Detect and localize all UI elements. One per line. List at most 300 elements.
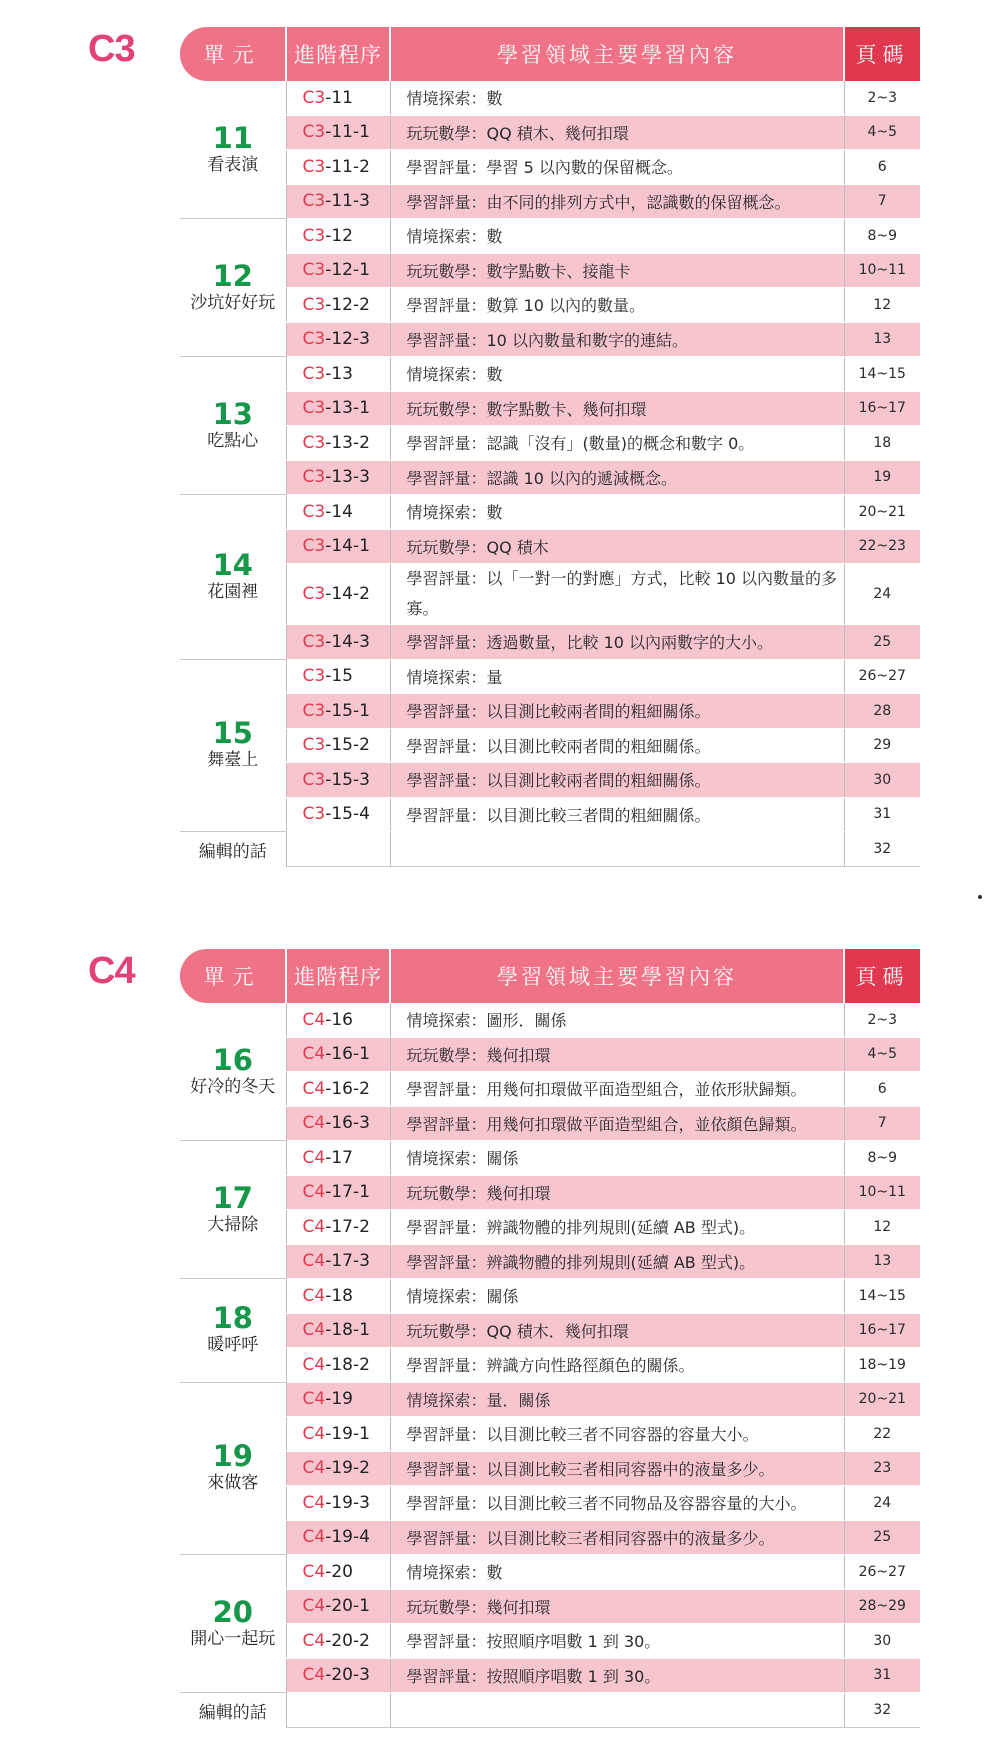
editor-label: 編輯的話 bbox=[180, 1693, 286, 1728]
program-code bbox=[286, 625, 390, 660]
program-code-prefix: C3 bbox=[302, 432, 326, 453]
program-code-suffix: -17-1 bbox=[325, 1182, 370, 1203]
program-code bbox=[286, 288, 390, 323]
page-number: 20~21 bbox=[844, 495, 920, 530]
program-code bbox=[286, 763, 390, 798]
program-code-suffix: -11-3 bbox=[325, 191, 370, 212]
page-number: 2~3 bbox=[844, 81, 920, 115]
page-number: 10~11 bbox=[844, 253, 920, 288]
program-code-suffix: -17-2 bbox=[325, 1216, 370, 1237]
program-code-prefix: C4 bbox=[302, 1561, 326, 1582]
program-code-suffix: -16-1 bbox=[325, 1044, 370, 1065]
program-code bbox=[286, 322, 390, 357]
program-code bbox=[286, 495, 390, 530]
unit-number: 20 bbox=[212, 1594, 253, 1629]
program-code-suffix: -15 bbox=[325, 666, 353, 687]
program-code bbox=[286, 1417, 390, 1452]
table-row bbox=[180, 1072, 920, 1107]
unit-cell bbox=[180, 1555, 286, 1693]
content-cell: 情境探索：量．關係 bbox=[390, 1382, 844, 1417]
unit-cell bbox=[180, 1003, 286, 1141]
program-code bbox=[286, 1141, 390, 1176]
program-code-suffix: -20-2 bbox=[325, 1630, 370, 1651]
program-code-prefix: C3 bbox=[302, 363, 326, 384]
page-number: 24 bbox=[844, 564, 920, 625]
table-row bbox=[180, 1141, 920, 1176]
unit-number: 12 bbox=[212, 258, 253, 293]
unit-cell bbox=[180, 659, 286, 832]
program-code bbox=[286, 219, 390, 254]
program-code-prefix: C4 bbox=[302, 1527, 326, 1548]
content-cell: 學習評量：以目測比較三者不同物品及容器容量的大小。 bbox=[390, 1486, 844, 1521]
page-number: 31 bbox=[844, 1658, 920, 1693]
page-number: 28~29 bbox=[844, 1589, 920, 1624]
table-row bbox=[180, 1348, 920, 1383]
program-code bbox=[286, 391, 390, 426]
table-row bbox=[180, 1417, 920, 1452]
program-code-suffix: -18-2 bbox=[325, 1354, 370, 1375]
program-code-prefix: C3 bbox=[302, 398, 326, 419]
content-cell: 學習評量：以目測比較三者相同容器中的液量多少。 bbox=[390, 1451, 844, 1486]
table-row bbox=[180, 184, 920, 219]
table-row bbox=[180, 659, 920, 694]
page-number: 8~9 bbox=[844, 219, 920, 254]
program-code-prefix: C3 bbox=[302, 735, 326, 756]
page-number: 7 bbox=[844, 1106, 920, 1141]
program-code bbox=[286, 1244, 390, 1279]
content-cell: 玩玩數學：數字點數卡、幾何扣環 bbox=[390, 391, 844, 426]
program-code bbox=[286, 1589, 390, 1624]
editor-row bbox=[180, 832, 920, 867]
content-cell: 學習評量：以目測比較兩者間的粗細關係。 bbox=[390, 763, 844, 798]
program-code bbox=[286, 253, 390, 288]
page-number: 32 bbox=[844, 1693, 920, 1728]
table-row bbox=[180, 1175, 920, 1210]
content-cell: 情境探索：數 bbox=[390, 81, 844, 115]
page-number: 6 bbox=[844, 1072, 920, 1107]
unit-cell bbox=[180, 219, 286, 357]
program-code bbox=[286, 426, 390, 461]
program-code-suffix: -14-2 bbox=[325, 584, 370, 604]
content-cell: 情境探索：數 bbox=[390, 1555, 844, 1590]
program-code-prefix: C4 bbox=[302, 1182, 326, 1203]
program-code-suffix: -19-2 bbox=[325, 1458, 370, 1479]
header-content: 學習領域主要學習內容 bbox=[390, 949, 844, 1003]
program-code-prefix: C4 bbox=[302, 1320, 326, 1341]
program-code-prefix: C3 bbox=[302, 584, 326, 604]
unit-number: 14 bbox=[212, 547, 253, 582]
content-cell: 學習評量：按照順序唱數 1 到 30。 bbox=[390, 1658, 844, 1693]
unit-cell bbox=[180, 495, 286, 660]
program-code-prefix: C4 bbox=[302, 1285, 326, 1306]
program-code-prefix: C3 bbox=[302, 467, 326, 488]
program-code bbox=[286, 694, 390, 729]
program-code-prefix: C4 bbox=[302, 1665, 326, 1686]
program-code bbox=[286, 1382, 390, 1417]
program-code-prefix: C3 bbox=[302, 225, 326, 246]
unit-name: 吃點心 bbox=[207, 430, 259, 451]
table-row bbox=[180, 288, 920, 323]
program-code-prefix: C4 bbox=[302, 1492, 326, 1513]
unit-name: 開心一起玩 bbox=[190, 1628, 276, 1649]
program-code-suffix: -15-4 bbox=[325, 804, 370, 825]
program-code-suffix: -19 bbox=[325, 1389, 353, 1410]
program-code-prefix: C3 bbox=[302, 156, 326, 177]
program-code bbox=[286, 1451, 390, 1486]
table-row bbox=[180, 253, 920, 288]
header-unit: 單元 bbox=[180, 949, 286, 1003]
content-cell: 學習評量：由不同的排列方式中，認識數的保留概念。 bbox=[390, 184, 844, 219]
content-cell: 學習評量：學習 5 以內數的保留概念。 bbox=[390, 150, 844, 185]
table-row bbox=[180, 1210, 920, 1245]
content-cell: 學習評量：辨識物體的排列規則(延續 AB 型式)。 bbox=[390, 1244, 844, 1279]
editor-content-empty bbox=[390, 832, 844, 867]
program-code bbox=[286, 81, 390, 115]
table-row bbox=[180, 797, 920, 832]
page-number: 18~19 bbox=[844, 1348, 920, 1383]
content-cell: 玩玩數學：QQ 積木．幾何扣環 bbox=[390, 1313, 844, 1348]
table-row bbox=[180, 150, 920, 185]
program-code-suffix: -12 bbox=[325, 225, 353, 246]
content-cell: 情境探索：圖形．關係 bbox=[390, 1003, 844, 1037]
table-row bbox=[180, 1382, 920, 1417]
program-code-suffix: -18 bbox=[325, 1285, 353, 1306]
content-cell: 學習評量：以「一對一的對應」方式，比較 10 以內數量的多寡。 bbox=[390, 564, 844, 625]
page-number: 13 bbox=[844, 322, 920, 357]
program-code-prefix: C4 bbox=[302, 1458, 326, 1479]
page-number: 20~21 bbox=[844, 1382, 920, 1417]
program-code bbox=[286, 1348, 390, 1383]
table-row bbox=[180, 1451, 920, 1486]
content-cell: 學習評量：用幾何扣環做平面造型組合，並依形狀歸類。 bbox=[390, 1072, 844, 1107]
content-cell: 學習評量：以目測比較兩者間的粗細關係。 bbox=[390, 728, 844, 763]
program-code bbox=[286, 1555, 390, 1590]
page-number: 12 bbox=[844, 1210, 920, 1245]
unit-name: 好冷的冬天 bbox=[190, 1076, 276, 1097]
toc-table bbox=[180, 27, 920, 867]
program-code-suffix: -15-3 bbox=[325, 769, 370, 790]
table-row bbox=[180, 1279, 920, 1314]
unit-number: 16 bbox=[212, 1042, 253, 1077]
unit-cell bbox=[180, 1382, 286, 1555]
header-page: 頁碼 bbox=[844, 949, 920, 1003]
program-code-suffix: -12-1 bbox=[325, 260, 370, 281]
program-code-prefix: C4 bbox=[302, 1078, 326, 1099]
page-number: 10~11 bbox=[844, 1175, 920, 1210]
program-code-suffix: -20-3 bbox=[325, 1665, 370, 1686]
program-code-prefix: C3 bbox=[302, 631, 326, 652]
program-code-prefix: C3 bbox=[302, 804, 326, 825]
page-number: 24 bbox=[844, 1486, 920, 1521]
program-code-prefix: C4 bbox=[302, 1216, 326, 1237]
page-number: 4~5 bbox=[844, 1037, 920, 1072]
program-code-prefix: C3 bbox=[302, 700, 326, 721]
page-number: 8~9 bbox=[844, 1141, 920, 1176]
section-label: C3 bbox=[88, 28, 135, 70]
page-number: 25 bbox=[844, 625, 920, 660]
table-row bbox=[180, 391, 920, 426]
header-page: 頁碼 bbox=[844, 27, 920, 81]
content-cell: 玩玩數學：幾何扣環 bbox=[390, 1175, 844, 1210]
program-code-suffix: -13-3 bbox=[325, 467, 370, 488]
program-code bbox=[286, 1279, 390, 1314]
program-code-suffix: -13-2 bbox=[325, 432, 370, 453]
program-code-suffix: -14-1 bbox=[325, 536, 370, 557]
program-code bbox=[286, 1520, 390, 1555]
program-code bbox=[286, 184, 390, 219]
program-code bbox=[286, 529, 390, 564]
page-number: 22 bbox=[844, 1417, 920, 1452]
unit-number: 13 bbox=[212, 396, 253, 431]
unit-name: 大掃除 bbox=[207, 1214, 259, 1235]
page-number: 2~3 bbox=[844, 1003, 920, 1037]
program-code-suffix: -11-1 bbox=[325, 122, 370, 143]
program-code bbox=[286, 1313, 390, 1348]
program-code bbox=[286, 659, 390, 694]
program-code-prefix: C4 bbox=[302, 1044, 326, 1065]
content-cell: 玩玩數學：QQ 積木、幾何扣環 bbox=[390, 115, 844, 150]
table-row bbox=[180, 219, 920, 254]
program-code-suffix: -15-2 bbox=[325, 735, 370, 756]
unit-cell bbox=[180, 81, 286, 219]
page-number: 22~23 bbox=[844, 529, 920, 564]
content-cell: 情境探索：量 bbox=[390, 659, 844, 694]
page-number: 18 bbox=[844, 426, 920, 461]
program-code-suffix: -14-3 bbox=[325, 631, 370, 652]
page-number: 19 bbox=[844, 460, 920, 495]
program-code-prefix: C3 bbox=[302, 87, 326, 108]
table-row bbox=[180, 1555, 920, 1590]
program-code-prefix: C4 bbox=[302, 1251, 326, 1272]
table-row bbox=[180, 529, 920, 564]
program-code-suffix: -16-3 bbox=[325, 1113, 370, 1134]
editor-code-empty bbox=[286, 1693, 390, 1728]
program-code-suffix: -20 bbox=[325, 1561, 353, 1582]
table-row bbox=[180, 564, 920, 625]
program-code bbox=[286, 1210, 390, 1245]
content-cell: 情境探索：數 bbox=[390, 495, 844, 530]
program-code-suffix: -15-1 bbox=[325, 700, 370, 721]
page-number: 26~27 bbox=[844, 659, 920, 694]
table-row bbox=[180, 460, 920, 495]
page-number: 12 bbox=[844, 288, 920, 323]
unit-name: 舞臺上 bbox=[207, 750, 259, 771]
program-code-prefix: C3 bbox=[302, 769, 326, 790]
content-cell: 學習評量：以目測比較三者間的粗細關係。 bbox=[390, 797, 844, 832]
program-code-suffix: -13-1 bbox=[325, 398, 370, 419]
program-code-suffix: -17-3 bbox=[325, 1251, 370, 1272]
content-cell: 學習評量：認識「沒有」(數量)的概念和數字 0。 bbox=[390, 426, 844, 461]
program-code bbox=[286, 150, 390, 185]
content-cell: 情境探索：數 bbox=[390, 357, 844, 392]
unit-cell bbox=[180, 1141, 286, 1279]
unit-number: 15 bbox=[212, 716, 253, 751]
program-code-suffix: -19-1 bbox=[325, 1423, 370, 1444]
table-row bbox=[180, 81, 920, 115]
program-code-suffix: -13 bbox=[325, 363, 353, 384]
page-number: 13 bbox=[844, 1244, 920, 1279]
program-code-suffix: -11-2 bbox=[325, 156, 370, 177]
table-row bbox=[180, 1244, 920, 1279]
program-code-suffix: -16-2 bbox=[325, 1078, 370, 1099]
table-row bbox=[180, 728, 920, 763]
program-code-prefix: C3 bbox=[302, 329, 326, 350]
table-row bbox=[180, 357, 920, 392]
toc-table bbox=[180, 949, 920, 1728]
program-code bbox=[286, 728, 390, 763]
program-code-suffix: -19-4 bbox=[325, 1527, 370, 1548]
program-code-suffix: -17 bbox=[325, 1147, 353, 1168]
program-code-prefix: C3 bbox=[302, 501, 326, 522]
program-code-suffix: -18-1 bbox=[325, 1320, 370, 1341]
content-cell: 學習評量：以目測比較三者不同容器的容量大小。 bbox=[390, 1417, 844, 1452]
table-row bbox=[180, 1589, 920, 1624]
content-cell: 玩玩數學：數字點數卡、接龍卡 bbox=[390, 253, 844, 288]
program-code bbox=[286, 797, 390, 832]
program-code-suffix: -12-2 bbox=[325, 294, 370, 315]
header-program: 進階程序 bbox=[286, 27, 390, 81]
table-row bbox=[180, 763, 920, 798]
unit-number: 17 bbox=[212, 1180, 253, 1215]
program-code-prefix: C3 bbox=[302, 536, 326, 557]
program-code-prefix: C3 bbox=[302, 191, 326, 212]
program-code-prefix: C4 bbox=[302, 1630, 326, 1651]
content-cell: 學習評量：用幾何扣環做平面造型組合，並依顏色歸類。 bbox=[390, 1106, 844, 1141]
unit-name: 暖呼呼 bbox=[207, 1335, 259, 1356]
content-cell: 學習評量：辨識物體的排列規則(延續 AB 型式)。 bbox=[390, 1210, 844, 1245]
table-row bbox=[180, 1037, 920, 1072]
program-code bbox=[286, 357, 390, 392]
program-code-prefix: C4 bbox=[302, 1113, 326, 1134]
unit-cell bbox=[180, 357, 286, 495]
program-code bbox=[286, 1037, 390, 1072]
program-code bbox=[286, 1624, 390, 1659]
content-cell: 情境探索：關係 bbox=[390, 1279, 844, 1314]
page-number: 29 bbox=[844, 728, 920, 763]
editor-row bbox=[180, 1693, 920, 1728]
table-row bbox=[180, 1658, 920, 1693]
page-number: 32 bbox=[844, 832, 920, 867]
unit-name: 來做客 bbox=[207, 1473, 259, 1494]
table-row bbox=[180, 1106, 920, 1141]
table-row bbox=[180, 1520, 920, 1555]
content-cell: 玩玩數學：QQ 積木 bbox=[390, 529, 844, 564]
table-row bbox=[180, 426, 920, 461]
editor-content-empty bbox=[390, 1693, 844, 1728]
page-number: 7 bbox=[844, 184, 920, 219]
content-cell: 玩玩數學：幾何扣環 bbox=[390, 1037, 844, 1072]
table-row bbox=[180, 1313, 920, 1348]
unit-number: 11 bbox=[212, 120, 253, 155]
program-code-prefix: C4 bbox=[302, 1354, 326, 1375]
page-number: 25 bbox=[844, 1520, 920, 1555]
stray-mark bbox=[978, 895, 982, 899]
page-number: 23 bbox=[844, 1451, 920, 1486]
content-cell: 學習評量：10 以內數量和數字的連結。 bbox=[390, 322, 844, 357]
table-row bbox=[180, 1624, 920, 1659]
program-code-prefix: C4 bbox=[302, 1147, 326, 1168]
program-code bbox=[286, 1106, 390, 1141]
table-row bbox=[180, 694, 920, 729]
program-code-suffix: -12-3 bbox=[325, 329, 370, 350]
content-cell: 學習評量：以目測比較兩者間的粗細關係。 bbox=[390, 694, 844, 729]
program-code bbox=[286, 1486, 390, 1521]
program-code-suffix: -16 bbox=[325, 1009, 353, 1030]
table-row bbox=[180, 1003, 920, 1037]
content-cell: 學習評量：透過數量，比較 10 以內兩數字的大小。 bbox=[390, 625, 844, 660]
page-number: 14~15 bbox=[844, 357, 920, 392]
section-label: C4 bbox=[88, 950, 135, 992]
header-unit: 單元 bbox=[180, 27, 286, 81]
content-cell: 情境探索：數 bbox=[390, 219, 844, 254]
program-code-prefix: C3 bbox=[302, 122, 326, 143]
unit-number: 19 bbox=[212, 1439, 253, 1474]
unit-name: 花園裡 bbox=[207, 581, 259, 602]
program-code bbox=[286, 460, 390, 495]
unit-name: 看表演 bbox=[207, 154, 259, 175]
program-code bbox=[286, 1175, 390, 1210]
content-cell: 學習評量：按照順序唱數 1 到 30。 bbox=[390, 1624, 844, 1659]
content-cell: 學習評量：數算 10 以內的數量。 bbox=[390, 288, 844, 323]
page-number: 30 bbox=[844, 1624, 920, 1659]
page-number: 4~5 bbox=[844, 115, 920, 150]
page-number: 30 bbox=[844, 763, 920, 798]
page-number: 26~27 bbox=[844, 1555, 920, 1590]
program-code-suffix: -11 bbox=[325, 87, 353, 108]
header-content: 學習領域主要學習內容 bbox=[390, 27, 844, 81]
program-code bbox=[286, 115, 390, 150]
table-row bbox=[180, 495, 920, 530]
program-code bbox=[286, 1658, 390, 1693]
header-program: 進階程序 bbox=[286, 949, 390, 1003]
program-code-suffix: -20-1 bbox=[325, 1596, 370, 1617]
program-code bbox=[286, 1072, 390, 1107]
unit-cell bbox=[180, 1279, 286, 1383]
content-cell: 玩玩數學：幾何扣環 bbox=[390, 1589, 844, 1624]
table-row bbox=[180, 1486, 920, 1521]
program-code-prefix: C4 bbox=[302, 1596, 326, 1617]
page-number: 14~15 bbox=[844, 1279, 920, 1314]
program-code-suffix: -14 bbox=[325, 501, 353, 522]
unit-name: 沙坑好好玩 bbox=[190, 292, 276, 313]
program-code bbox=[286, 564, 390, 625]
page-number: 16~17 bbox=[844, 391, 920, 426]
page-number: 16~17 bbox=[844, 1313, 920, 1348]
unit-number: 18 bbox=[212, 1301, 253, 1336]
content-cell: 學習評量：以目測比較三者相同容器中的液量多少。 bbox=[390, 1520, 844, 1555]
table-row bbox=[180, 625, 920, 660]
content-cell: 學習評量：認識 10 以內的遞減概念。 bbox=[390, 460, 844, 495]
program-code bbox=[286, 1003, 390, 1037]
page-number: 28 bbox=[844, 694, 920, 729]
editor-label: 編輯的話 bbox=[180, 832, 286, 867]
editor-code-empty bbox=[286, 832, 390, 867]
content-cell: 學習評量：辨識方向性路徑顏色的關係。 bbox=[390, 1348, 844, 1383]
program-code-prefix: C4 bbox=[302, 1389, 326, 1410]
page-number: 31 bbox=[844, 797, 920, 832]
table-header-row bbox=[180, 949, 920, 1003]
program-code-prefix: C3 bbox=[302, 294, 326, 315]
program-code-prefix: C3 bbox=[302, 260, 326, 281]
program-code-suffix: -19-3 bbox=[325, 1492, 370, 1513]
content-cell: 情境探索：關係 bbox=[390, 1141, 844, 1176]
table-row bbox=[180, 115, 920, 150]
program-code-prefix: C4 bbox=[302, 1009, 326, 1030]
table-row bbox=[180, 322, 920, 357]
table-header-row bbox=[180, 27, 920, 81]
program-code-prefix: C3 bbox=[302, 666, 326, 687]
program-code-prefix: C4 bbox=[302, 1423, 326, 1444]
